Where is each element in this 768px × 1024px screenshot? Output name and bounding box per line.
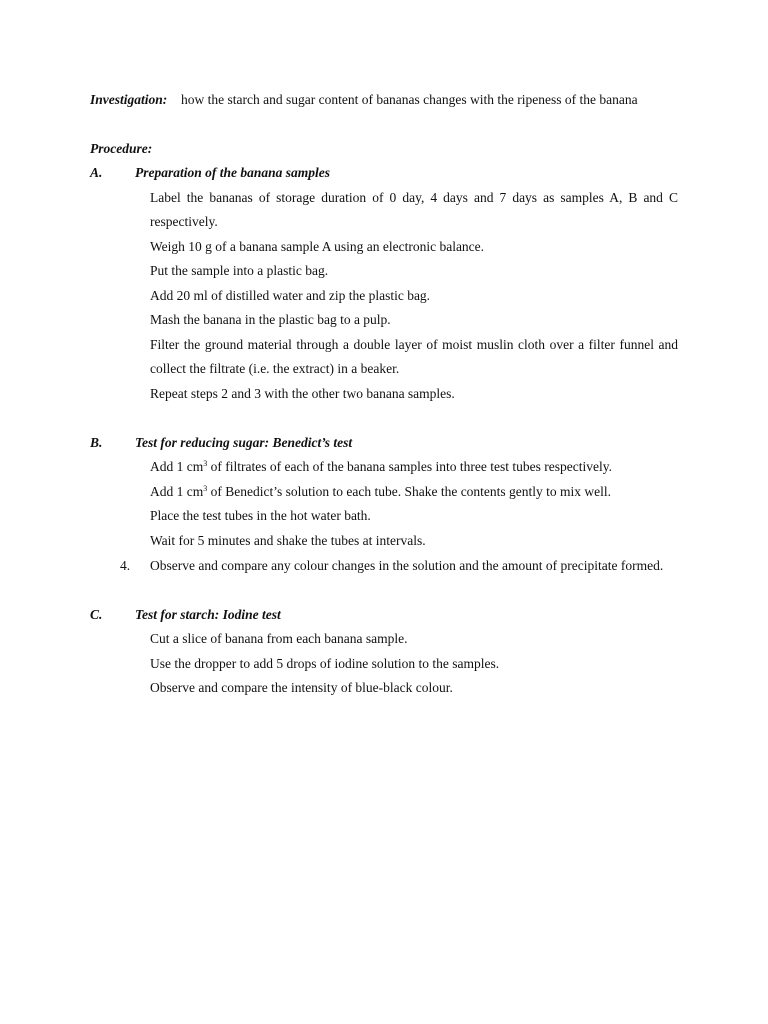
- section-b-step-1: [150, 459, 612, 475]
- section-b-step-3: Place the test tubes in the hot water bath.: [150, 508, 371, 523]
- step-text: of Benedict’s solution to each tube. Shake the contents gently to mix well.: [207, 484, 612, 499]
- step-text: Add 1 cm: [150, 484, 204, 499]
- section-c-step-line: Cut a slice of banana from each banana sample.: [150, 631, 408, 646]
- superscript: 3: [203, 459, 208, 468]
- section-b-step-5: Observe and compare any colour changes in the solution and the amount of precipitate formed.: [150, 558, 664, 573]
- investigation-label: Investigation:: [90, 92, 168, 107]
- superscript: 3: [203, 484, 208, 493]
- section-a-step-line: Repeat steps 2 and 3 with the other two banana samples.: [150, 386, 455, 401]
- section-a-step-line: Weigh 10 g of a banana sample A using an electronic balance.: [150, 239, 485, 254]
- section-b-letter: B.: [90, 435, 103, 450]
- section-b-step-2: [150, 484, 611, 500]
- section-a-step-line: Filter the ground material through a double layer of moist muslin cloth over a filter funnel and: [150, 337, 678, 352]
- section-a-step-line: Add 20 ml of distilled water and zip the plastic bag.: [150, 288, 431, 303]
- section-c-letter: C.: [90, 607, 103, 622]
- investigation-text: how the starch and sugar content of bananas changes with the ripeness of the banana: [181, 92, 638, 107]
- step-text: of filtrates of each of the banana samples into three test tubes respectively.: [207, 459, 612, 474]
- section-a-step-line: respectively.: [150, 214, 218, 229]
- section-a-step-line: Label the bananas of storage duration of 0 day, 4 days and 7 days as samples A, B and C: [150, 190, 678, 205]
- procedure-heading: Procedure:: [90, 141, 153, 156]
- section-a-step-line: Put the sample into a plastic bag.: [150, 263, 329, 278]
- section-c-step-line: Use the dropper to add 5 drops of iodine solution to the samples.: [150, 656, 500, 671]
- section-a-letter: A.: [90, 165, 103, 180]
- section-b-step-4: Wait for 5 minutes and shake the tubes at intervals.: [150, 533, 426, 548]
- section-a-step-line: Mash the banana in the plastic bag to a pulp.: [150, 312, 391, 327]
- section-a-step-line: collect the filtrate (i.e. the extract) in a beaker.: [150, 361, 400, 376]
- section-b-step-5-number: 4.: [120, 558, 131, 573]
- step-text: Add 1 cm: [150, 459, 204, 474]
- section-b-title: Test for reducing sugar: Benedict’s test: [135, 435, 353, 450]
- section-c-title: Test for starch: Iodine test: [135, 607, 281, 622]
- section-a-title: Preparation of the banana samples: [135, 165, 331, 180]
- section-c-step-line: Observe and compare the intensity of blue-black colour.: [150, 680, 453, 695]
